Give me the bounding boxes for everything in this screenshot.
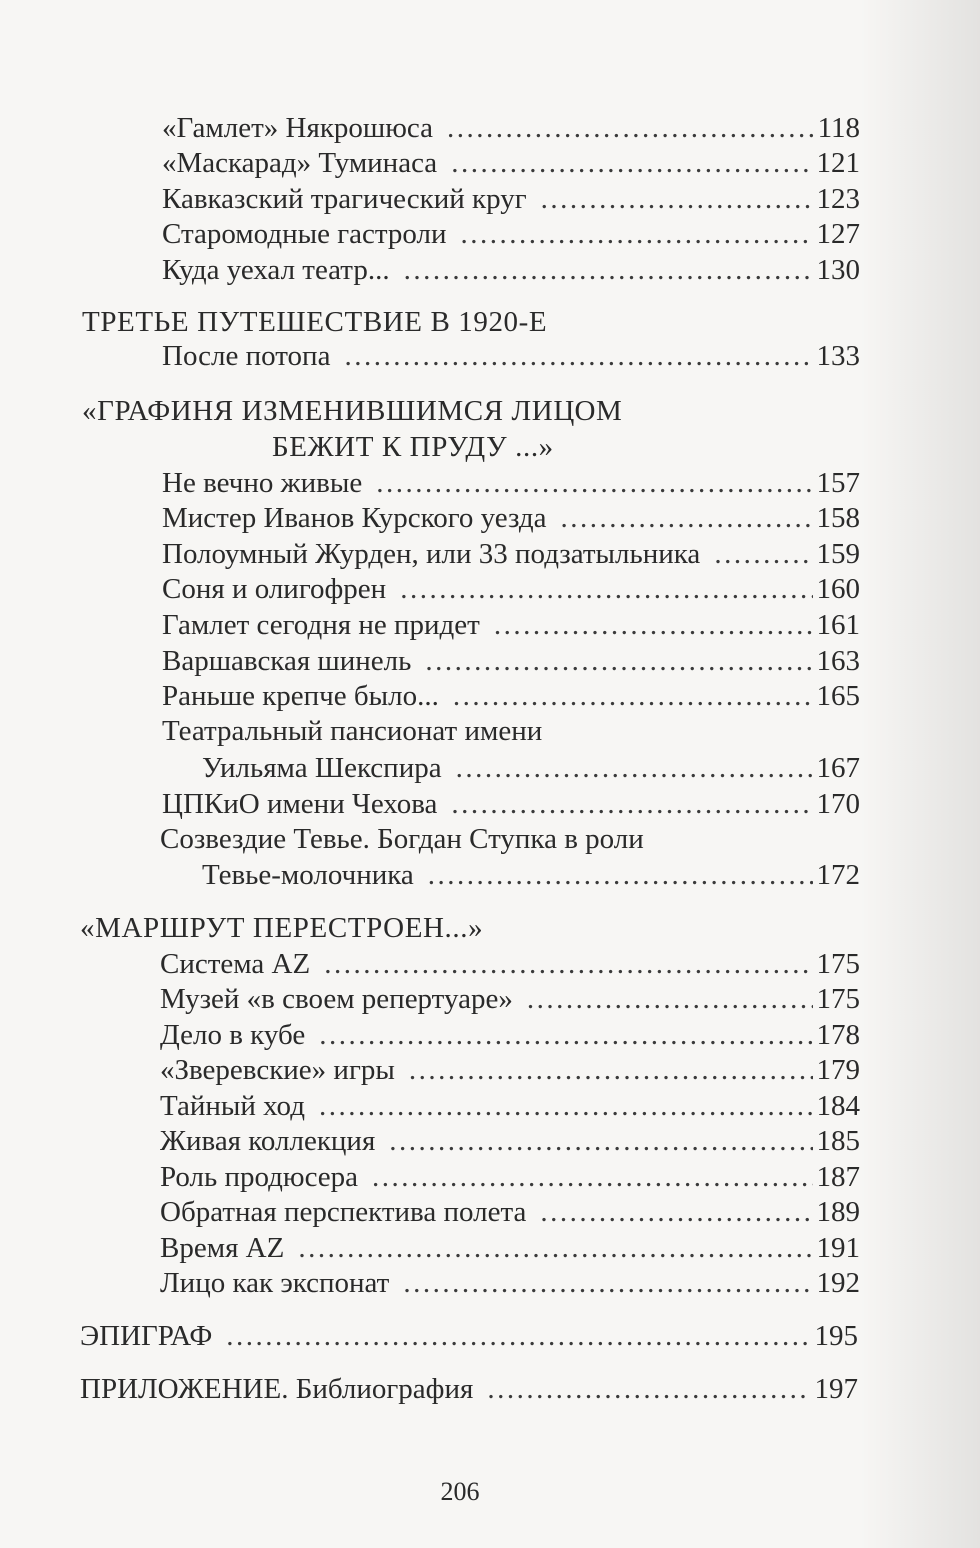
toc-entry-title: Соня и олигофрен: [162, 573, 387, 605]
toc-entry-page: 178: [816, 1019, 860, 1051]
toc-entry-title[interactable]: Созвездие Тевье. Богдан Ступка в роли: [160, 823, 644, 855]
toc-entry-title: Старомодные гастроли: [162, 218, 447, 250]
toc-entry-page: 163: [816, 645, 860, 677]
toc-entry-page: 192: [816, 1267, 860, 1299]
toc-entry[interactable]: [162, 607, 860, 643]
toc-entry-title-continuation: Тевье-молочника: [202, 859, 414, 891]
toc-entry-title: Музей «в своем репертуаре»: [160, 983, 513, 1015]
toc-entry-page: 170: [816, 788, 860, 820]
toc-entry-title: Время AZ: [160, 1232, 285, 1264]
toc-entry-title: Гамлет сегодня не придет: [162, 609, 480, 641]
toc-entry[interactable]: [160, 946, 860, 982]
dot-leader: [561, 500, 813, 536]
section-heading[interactable]: ТРЕТЬЕ ПУТЕШЕСТВИЕ В 1920-Е: [82, 306, 548, 338]
toc-entry-title: Не вечно живые: [162, 467, 363, 499]
toc-entry-title: «Маскарад» Туминаса: [162, 147, 438, 179]
toc-entry-page: 167: [816, 752, 860, 784]
toc-entry-title: Полоумный Журден, или 33 подзатыльника: [162, 538, 701, 570]
toc-entry[interactable]: [160, 1230, 860, 1266]
toc-entry[interactable]: [202, 857, 860, 893]
dot-leader: [344, 338, 812, 374]
toc-entry-title: Система AZ: [160, 948, 311, 980]
toc-entry-page: 197: [814, 1373, 858, 1405]
toc-entry-title: ЭПИГРАФ: [80, 1320, 213, 1352]
toc-entry-title: «Гамлет» Някрошюса: [162, 112, 433, 144]
toc-entry[interactable]: [160, 1123, 860, 1159]
toc-entry-page: 165: [816, 680, 860, 712]
toc-entry[interactable]: [160, 1052, 860, 1088]
toc-entry-page: 175: [816, 983, 860, 1015]
dot-leader: [409, 1052, 813, 1088]
toc-entry-page: 133: [816, 340, 860, 372]
toc-entry[interactable]: [162, 338, 860, 374]
dot-leader: [425, 643, 812, 679]
toc-entry-title: Варшавская шинель: [162, 645, 412, 677]
dot-leader: [372, 1159, 812, 1195]
toc-entry-page: 172: [816, 859, 860, 891]
toc-entry[interactable]: [162, 110, 860, 146]
dot-leader: [403, 1265, 812, 1301]
dot-leader: [456, 750, 813, 786]
toc-entry[interactable]: [202, 750, 860, 786]
toc-entry-page: 187: [816, 1161, 860, 1193]
toc-entry-title[interactable]: Театральный пансионат имени: [162, 715, 543, 747]
dot-leader: [226, 1318, 810, 1354]
toc-entry[interactable]: [162, 465, 860, 501]
toc-entry-page: 158: [816, 502, 860, 534]
toc-entry[interactable]: [162, 786, 860, 822]
dot-leader: [389, 1123, 812, 1159]
toc-entry[interactable]: [162, 536, 860, 572]
dot-leader: [494, 607, 813, 643]
toc-entry-title: После потопа: [162, 340, 331, 372]
toc-top-entry[interactable]: [80, 1318, 858, 1354]
toc-entry-title: Куда уехал театр...: [162, 254, 390, 286]
dot-leader: [400, 571, 812, 607]
dot-leader: [451, 786, 812, 822]
toc-entry-title: Тайный ход: [160, 1090, 305, 1122]
toc-entry-page: 123: [816, 183, 860, 215]
toc-entry-title: ПРИЛОЖЕНИЕ. Библиография: [80, 1373, 474, 1405]
toc-entry-page: 127: [816, 218, 860, 250]
dot-leader: [460, 216, 812, 252]
toc-entry-title: Дело в кубе: [160, 1019, 306, 1051]
dot-leader: [404, 252, 813, 288]
toc-entry[interactable]: [160, 1088, 860, 1124]
section-heading-continuation[interactable]: БЕЖИТ К ПРУДУ ...»: [272, 431, 554, 463]
toc-entry[interactable]: [162, 643, 860, 679]
dot-leader: [324, 946, 812, 982]
dot-leader: [428, 857, 813, 893]
toc-entry-title: Живая коллекция: [160, 1125, 376, 1157]
toc-entry-page: 184: [816, 1090, 860, 1122]
toc-entry[interactable]: [162, 216, 860, 252]
toc-entry[interactable]: [160, 1159, 860, 1195]
dot-leader: [487, 1371, 810, 1407]
toc-entry[interactable]: [162, 252, 860, 288]
toc-entry-title: Кавказский трагический круг: [162, 183, 527, 215]
dot-leader: [527, 981, 813, 1017]
toc-entry[interactable]: [162, 145, 860, 181]
toc-entry-title: «Зверевские» игры: [160, 1054, 395, 1086]
toc-entry[interactable]: [162, 678, 860, 714]
dot-leader: [714, 536, 812, 572]
toc-entry-title: Лицо как экспонат: [160, 1267, 390, 1299]
dot-leader: [376, 465, 812, 501]
dot-leader: [541, 181, 813, 217]
dot-leader: [451, 145, 812, 181]
dot-leader: [298, 1230, 812, 1266]
toc-entry-page: 121: [816, 147, 860, 179]
toc-entry-page: 157: [816, 467, 860, 499]
toc-entry[interactable]: [160, 1017, 860, 1053]
toc-entry-page: 195: [814, 1320, 858, 1352]
toc-entry-page: 161: [816, 609, 860, 641]
toc-entry-page: 191: [816, 1232, 860, 1264]
toc-entry-page: 175: [816, 948, 860, 980]
toc-entry[interactable]: [162, 181, 860, 217]
toc-top-entry[interactable]: [80, 1371, 858, 1407]
dot-leader: [319, 1088, 813, 1124]
toc-entry-title-continuation: Уильяма Шекспира: [202, 752, 442, 784]
section-heading[interactable]: «МАРШРУТ ПЕРЕСТРОЕН...»: [80, 912, 484, 944]
toc-entry-title: ЦПКиО имени Чехова: [162, 788, 438, 820]
toc-entry-title: Роль продюсера: [160, 1161, 359, 1193]
toc-entry-page: 179: [816, 1054, 860, 1086]
toc-entry-page: 130: [816, 254, 860, 286]
toc-entry-page: 189: [816, 1196, 860, 1228]
dot-leader: [447, 110, 814, 146]
dot-leader: [453, 678, 813, 714]
toc-entry-title: Раньше крепче было...: [162, 680, 439, 712]
toc-entry-page: 159: [816, 538, 860, 570]
toc-entry[interactable]: [160, 1265, 860, 1301]
section-heading[interactable]: «ГРАФИНЯ ИЗМЕНИВШИМСЯ ЛИЦОМ: [82, 395, 623, 427]
dot-leader: [540, 1194, 812, 1230]
toc-entry[interactable]: [162, 571, 860, 607]
toc-entry[interactable]: [162, 500, 860, 536]
toc-entry-title: Обратная перспектива полета: [160, 1196, 527, 1228]
toc-entry-page: 185: [816, 1125, 860, 1157]
toc-entry-page: 160: [816, 573, 860, 605]
toc-entry[interactable]: [160, 981, 860, 1017]
toc-entry[interactable]: [160, 1194, 860, 1230]
dot-leader: [319, 1017, 812, 1053]
toc-entry-page: 118: [817, 112, 860, 144]
toc-entry-title: Мистер Иванов Курского уезда: [162, 502, 547, 534]
page-number: 206: [440, 1477, 480, 1506]
